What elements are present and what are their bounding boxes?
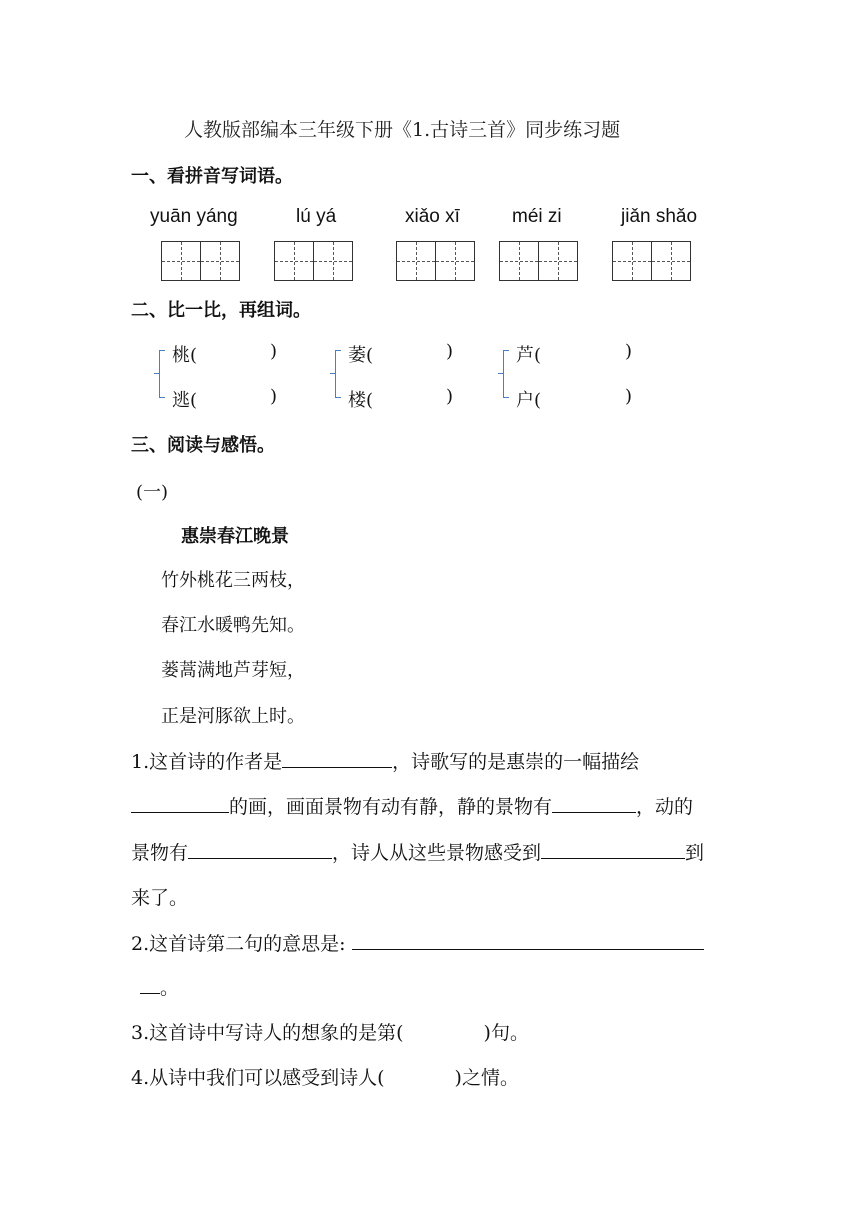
question-2 [131,929,704,956]
question-2-line-2 [140,973,179,1000]
q1-blank-feel[interactable] [541,839,685,859]
writing-grid-2[interactable] [274,241,351,281]
q1-text-d: ，动的 [636,796,694,818]
q1-blank-static[interactable] [552,793,636,813]
question-3 [131,1018,529,1045]
q2-blank-1[interactable] [352,930,704,950]
q1-text-c: 的画，画面景物有动有静，静的景物有 [229,796,553,818]
section-heading-reading: 三、阅读与感悟。 [131,435,275,456]
q4-text-a: 4.从诗中我们可以感受到诗人( [131,1067,385,1089]
question-1-line-1 [131,747,639,774]
pinyin-5: jiǎn shǎo [621,206,698,227]
compare-close-4: ) [446,386,454,407]
poem-line-4: 正是河豚欲上时。 [161,706,305,727]
page-title: 人教版部编本三年级下册《1.古诗三首》同步练习题 [184,119,621,141]
compare-close-1: ) [270,341,278,362]
section-heading-compare: 二、比一比，再组词。 [131,300,311,321]
writing-grid-4[interactable] [499,241,576,281]
poem-line-3: 蒌蒿满地芦芽短， [161,660,305,681]
writing-grid-1[interactable] [161,241,238,281]
poem-line-1: 竹外桃花三两枝， [161,570,305,591]
q1-text-a: 1.这首诗的作者是 [131,751,283,773]
q2-text-b: 。 [160,977,180,999]
pinyin-2: lú yá [296,206,337,227]
q1-text-h: 来了。 [131,887,189,909]
q3-text-a: 3.这首诗中写诗人的想象的是第( [131,1022,404,1044]
q3-text-b: )句。 [483,1022,529,1044]
brace-3 [503,350,510,398]
writing-grid-3[interactable] [396,241,473,281]
compare-word-bottom-3: 户( [516,390,542,411]
compare-word-top-2: 萎( [348,345,374,366]
compare-word-bottom-1: 逃( [172,390,198,411]
q1-text-b: ，诗歌写的是惠崇的一幅描绘 [392,751,640,773]
q2-text-a: 2.这首诗第二句的意思是: [131,933,346,955]
pinyin-1: yuān yánɡ [150,206,238,227]
brace-1 [159,350,166,398]
question-1-line-3 [131,838,704,865]
q1-text-e: 景物有 [131,842,189,864]
compare-word-top-3: 芦( [516,345,542,366]
compare-word-bottom-2: 楼( [348,390,374,411]
question-1-line-2 [131,792,693,819]
section-heading-pinyin: 一、看拼音写词语。 [131,166,293,187]
poem-title: 惠崇春江晚景 [181,526,289,547]
compare-close-3: ) [446,341,454,362]
compare-close-6: ) [625,386,633,407]
poem-line-2: 春江水暖鸭先知。 [161,615,305,636]
compare-close-5: ) [625,341,633,362]
q4-text-b: )之情。 [454,1067,519,1089]
q1-text-f: ，诗人从这些景物感受到 [332,842,542,864]
q1-blank-scene[interactable] [131,793,229,813]
pinyin-3: xiǎo xī [405,206,460,227]
pinyin-4: méi zi [512,206,562,227]
q2-blank-2[interactable] [140,974,160,994]
compare-word-top-1: 桃( [172,345,198,366]
writing-grid-5[interactable] [612,241,689,281]
compare-close-2: ) [270,386,278,407]
q1-text-g: 到 [685,842,705,864]
q1-blank-author[interactable] [282,748,392,768]
question-4 [131,1063,519,1090]
part-label: (一) [136,482,169,503]
q1-blank-dynamic[interactable] [188,839,332,859]
brace-2 [335,350,342,398]
